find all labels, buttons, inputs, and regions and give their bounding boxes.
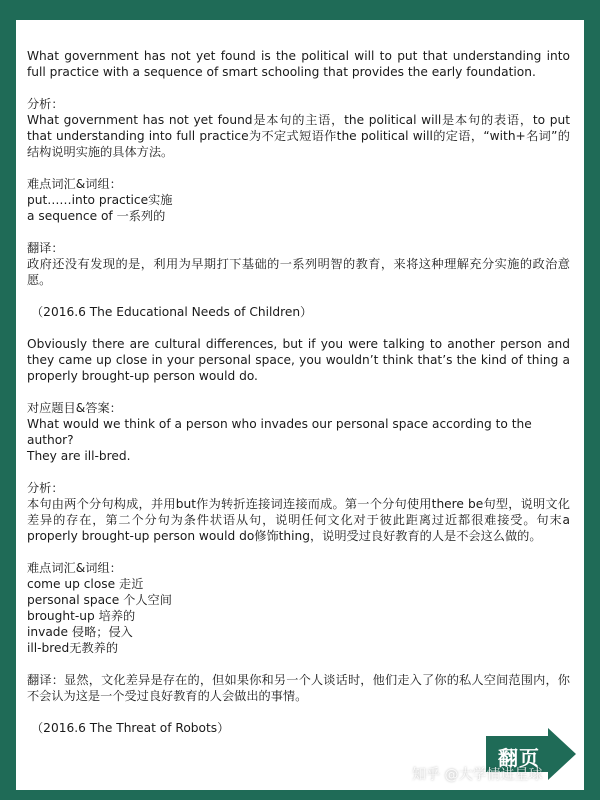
analysis-heading: 分析： bbox=[27, 97, 64, 111]
vocab-item: come up close 走近 bbox=[27, 577, 144, 591]
vocab-1 bbox=[27, 176, 570, 224]
answer-text: They are ill-bred. bbox=[27, 449, 131, 463]
translation-2 bbox=[27, 672, 570, 704]
source-reference-1 bbox=[27, 304, 570, 320]
sentence-1 bbox=[27, 48, 570, 80]
vocab-item: a sequence of 一系列的 bbox=[27, 209, 166, 223]
vocab-item: put……into practice实施 bbox=[27, 193, 173, 207]
translation-text: 翻译：显然，文化差异是存在的，但如果你和另一个人谈话时，他们走入了你的私人空间范围内，你不会认为这是一个受过良好教育的人会做出的事情。 bbox=[27, 673, 570, 703]
vocab-item: personal space 个人空间 bbox=[27, 593, 172, 607]
vocab-heading: 难点词汇&词组： bbox=[27, 177, 122, 191]
analysis-1 bbox=[27, 96, 570, 160]
sentence-2 bbox=[27, 336, 570, 384]
sentence-text: Obviously there are cultural differences, but if you were talking to another person and they came up close in your personal space, you wouldn’t think that’s the kind of thing a properly brought-up person would do. bbox=[27, 337, 570, 383]
analysis-2 bbox=[27, 480, 570, 544]
source-text: （2016.6 The Threat of Robots） bbox=[31, 721, 230, 735]
qa-heading: 对应题目&答案： bbox=[27, 401, 122, 415]
translation-heading: 翻译： bbox=[27, 241, 64, 255]
analysis-text: 本句由两个分句构成，并用but作为转折连接词连接而成。第一个分句使用there be句型，说明文化差异的存在，第二个分句为条件状语从句，说明任何文化对于彼此距离过近都很难接受。句末a properly brought-up person would do修饰thing，说明受过良好教育的人是不会这么做的。 bbox=[27, 497, 570, 543]
question-answer bbox=[27, 400, 570, 464]
vocab-item: invade 侵略；侵入 bbox=[27, 625, 133, 639]
sentence-text: What government has not yet found is the political will to put that understanding into full practice with a sequence of smart schooling that provides the early foundation. bbox=[27, 49, 570, 79]
watermark: 知乎 @大学情进星球 bbox=[412, 767, 543, 783]
vocab-item: brought-up 培养的 bbox=[27, 609, 136, 623]
document-card bbox=[16, 20, 584, 790]
translation-1 bbox=[27, 240, 570, 288]
vocab-heading: 难点词汇&词组： bbox=[27, 561, 122, 575]
translation-text: 政府还没有发现的是，利用为早期打下基础的一系列明智的教育，来将这种理解充分实施的政治意愿。 bbox=[27, 257, 570, 287]
question-text: What would we think of a person who invades our personal space according to the author? bbox=[27, 417, 532, 447]
vocab-item: ill-bred无教养的 bbox=[27, 641, 119, 655]
flip-page-label: 翻页 bbox=[498, 746, 540, 770]
analysis-text: What government has not yet found是本句的主语，the political will是本句的表语，to put that understanding into full practice为不定式短语作the political will的定语，“with+名词”的结构说明实施的具体方法。 bbox=[27, 113, 570, 159]
vocab-2 bbox=[27, 560, 570, 656]
analysis-heading: 分析： bbox=[27, 481, 64, 495]
source-text: （2016.6 The Educational Needs of Children） bbox=[31, 305, 313, 319]
